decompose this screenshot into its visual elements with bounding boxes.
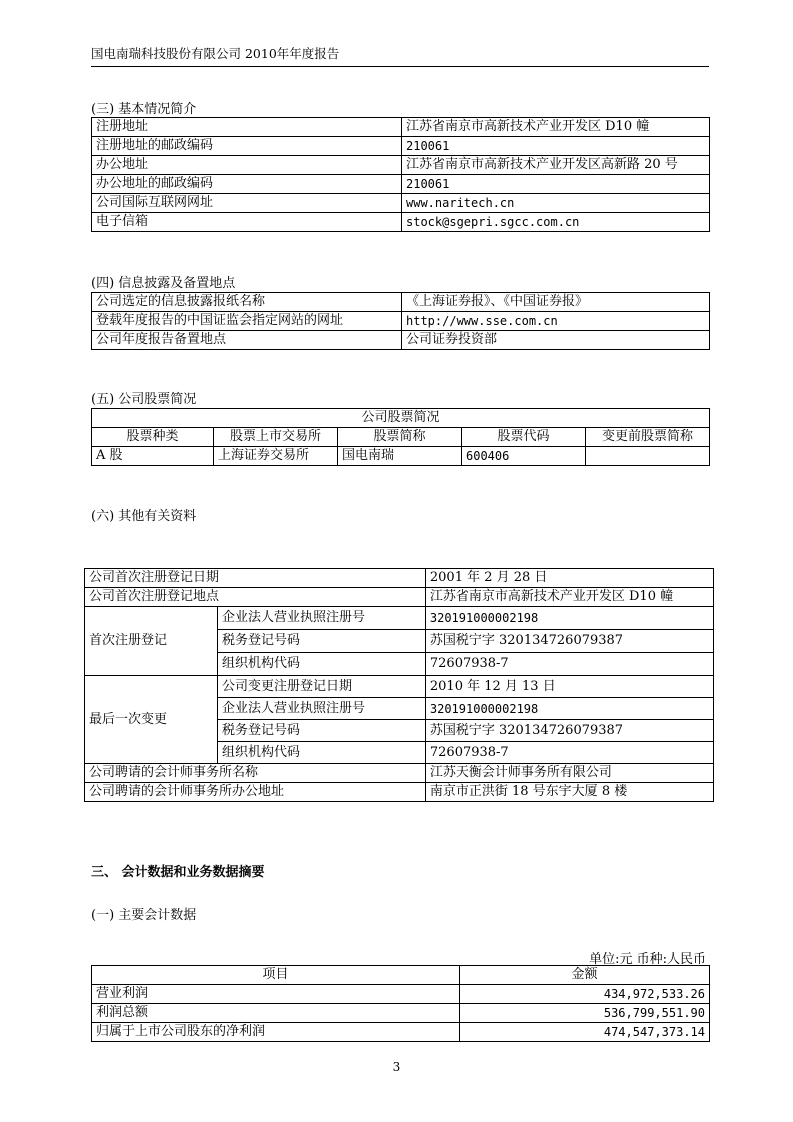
cell: 苏国税宁字 320134726079387	[425, 630, 713, 653]
other-info-table	[84, 568, 714, 802]
header-cell: 变更前股票简称	[586, 428, 710, 447]
cell: 2001 年 2 月 28 日	[425, 569, 713, 588]
group-label-first-registration: 首次注册登记	[85, 607, 218, 676]
part-title-accounting-data: 三、 会计数据和业务数据摘要	[91, 865, 265, 880]
disclosure-table	[91, 292, 710, 350]
value-cell: 江苏省南京市高新技术产业开发区高新路 20 号	[402, 156, 710, 175]
cell: 企业法人营业执照注册号	[218, 607, 426, 630]
cell: 税务登记号码	[218, 630, 426, 653]
table-row	[92, 985, 710, 1004]
cell: 公司变更注册登记日期	[218, 676, 426, 698]
table-row	[85, 569, 714, 588]
cell: 320191000002198	[425, 607, 713, 630]
label-cell: 办公地址的邮政编码	[92, 175, 402, 194]
table-row	[92, 293, 710, 312]
cell: 苏国税宁字 320134726079387	[425, 720, 713, 742]
table-row	[92, 331, 710, 350]
value-cell: 江苏省南京市高新技术产业开发区 D10 幢	[402, 118, 710, 137]
cell: 72607938-7	[425, 653, 713, 676]
header-cell: 股票上市交易所	[214, 428, 338, 447]
value-cell: http://www.sse.com.cn	[402, 312, 710, 331]
table-row	[92, 312, 710, 331]
cell: 72607938-7	[425, 742, 713, 764]
table-row	[92, 118, 710, 137]
table-row	[85, 676, 714, 698]
label-cell: 公司国际互联网网址	[92, 194, 402, 213]
page-header: 国电南瑞科技股份有限公司 2010年年度报告	[91, 46, 340, 61]
label-cell: 公司选定的信息披露报纸名称	[92, 293, 402, 312]
table-header-row	[92, 428, 710, 447]
cell: 2010 年 12 月 13 日	[425, 676, 713, 698]
cell: 江苏省南京市高新技术产业开发区 D10 幢	[425, 588, 713, 607]
value-cell: www.naritech.cn	[402, 194, 710, 213]
table-row	[92, 213, 710, 232]
cell: 公司首次注册登记日期	[85, 569, 426, 588]
header-divider	[91, 66, 709, 67]
accounting-data-table	[91, 965, 710, 1042]
label-cell: 利润总额	[92, 1004, 460, 1023]
value-cell: 536,799,551.90	[460, 1004, 710, 1023]
cell: 企业法人营业执照注册号	[218, 698, 426, 720]
label-cell: 公司年度报告备置地点	[92, 331, 402, 350]
value-cell: 210061	[402, 175, 710, 194]
value-cell: 210061	[402, 137, 710, 156]
section-title-basic-info: (三) 基本情况简介	[91, 102, 197, 117]
table-row	[92, 409, 710, 428]
cell: A 股	[92, 447, 214, 466]
section-title-disclosure: (四) 信息披露及备置地点	[91, 276, 236, 291]
cell: 国电南瑞	[338, 447, 462, 466]
unit-label: 单位:元 币种:人民币	[589, 952, 706, 967]
cell	[586, 447, 710, 466]
cell: 上海证券交易所	[214, 447, 338, 466]
cell: 组织机构代码	[218, 742, 426, 764]
header-cell: 金额	[460, 966, 710, 985]
header-cell: 项目	[92, 966, 460, 985]
section-title-stock-info: (五) 公司股票简况	[91, 392, 197, 407]
label-cell: 电子信箱	[92, 213, 402, 232]
label-cell: 注册地址	[92, 118, 402, 137]
group-label-last-change: 最后一次变更	[85, 676, 218, 764]
table-row	[85, 588, 714, 607]
section-title-main-accounting: (一) 主要会计数据	[91, 908, 197, 923]
value-cell: 公司证券投资部	[402, 331, 710, 350]
table-row	[92, 156, 710, 175]
value-cell: 434,972,533.26	[460, 985, 710, 1004]
label-cell: 登载年度报告的中国证监会指定网站的网址	[92, 312, 402, 331]
header-cell: 股票简称	[338, 428, 462, 447]
cell: 600406	[462, 447, 586, 466]
header-cell: 股票代码	[462, 428, 586, 447]
table-row	[85, 783, 714, 802]
basic-info-table	[91, 117, 710, 232]
cell: 南京市正洪街 18 号东宇大厦 8 楼	[425, 783, 713, 802]
header-cell: 股票种类	[92, 428, 214, 447]
cell: 公司聘请的会计师事务所办公地址	[85, 783, 426, 802]
section-title-other-info: (六) 其他有关资料	[91, 509, 197, 524]
cell: 江苏天衡会计师事务所有限公司	[425, 764, 713, 783]
cell: 公司聘请的会计师事务所名称	[85, 764, 426, 783]
cell: 320191000002198	[425, 698, 713, 720]
cell: 组织机构代码	[218, 653, 426, 676]
table-row	[92, 137, 710, 156]
table-row	[85, 607, 714, 630]
table-row	[85, 764, 714, 783]
table-row	[92, 1004, 710, 1023]
cell: 税务登记号码	[218, 720, 426, 742]
stock-info-table	[91, 408, 710, 466]
table-row	[92, 1023, 710, 1042]
page-number: 3	[392, 1060, 401, 1074]
label-cell: 注册地址的邮政编码	[92, 137, 402, 156]
value-cell: stock@sgepri.sgcc.com.cn	[402, 213, 710, 232]
value-cell: 《上海证券报》、《中国证券报》	[402, 293, 710, 312]
label-cell: 办公地址	[92, 156, 402, 175]
table-row	[92, 175, 710, 194]
table-header-row	[92, 966, 710, 985]
label-cell: 归属于上市公司股东的净利润	[92, 1023, 460, 1042]
label-cell: 营业利润	[92, 985, 460, 1004]
table-row	[92, 194, 710, 213]
table-row	[92, 447, 710, 466]
value-cell: 474,547,373.14	[460, 1023, 710, 1042]
cell: 公司首次注册登记地点	[85, 588, 426, 607]
stock-table-title: 公司股票简况	[92, 409, 710, 428]
